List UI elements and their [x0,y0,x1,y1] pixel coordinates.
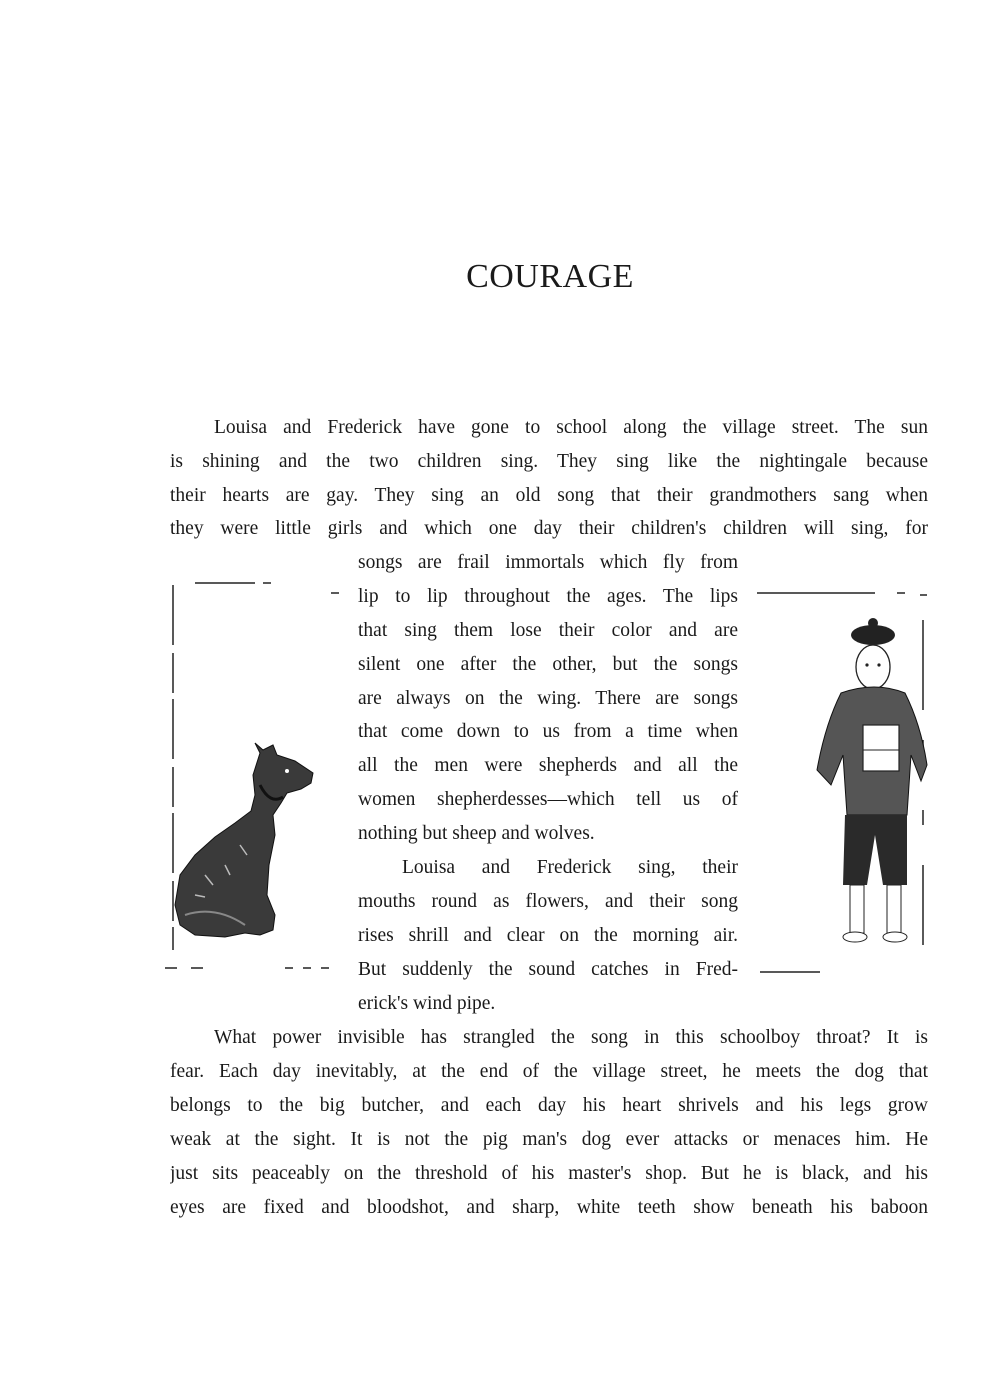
text-line: erick's wind pipe. [358,993,496,1014]
text-line: that come down to us from a time when [358,722,738,742]
text-line: Louisa and Frederick have gone to school along the village street. The sun [214,418,928,438]
text-line: are always on the wing. There are songs [358,689,738,709]
text-line: their hearts are gay. They sing an old song that their grandmothers sang when [170,486,928,506]
text-line: What power invisible has strangled the song in this schoolboy throat? It is [214,1028,928,1048]
text-line: But suddenly the sound catches in Fred- [358,960,738,980]
text-line: fear. Each day inevitably, at the end of the village street, he meets the dog that [170,1062,928,1082]
boy-figure [817,618,927,942]
text-line: silent one after the other, but the songs [358,655,738,675]
dog-figure [175,743,313,937]
text-line: weak at the sight. It is not the pig man's dog ever attacks or menaces him. He [170,1130,928,1150]
text-line: songs are frail immortals which fly from [358,553,738,573]
text-line: Louisa and Frederick sing, their [402,858,738,878]
text-line: all the men were shepherds and all the [358,756,738,776]
text-line: they were little girls and which one day their children's children will sing, for [170,519,928,539]
text-line: mouths round as flowers, and their song [358,892,738,912]
boy-illustration [755,585,935,985]
text-line: women shepherdesses—which tell us of [358,790,738,810]
dog-illustration [155,575,345,975]
text-line: is shining and the two children sing. They sing like the nightingale because [170,452,928,472]
text-line: that sing them lose their color and are [358,621,738,641]
text-line: nothing but sheep and wolves. [358,823,595,844]
text-line: eyes are fixed and bloodshot, and sharp, white teeth show beneath his baboon [170,1198,928,1218]
text-line: rises shrill and clear on the morning air. [358,926,738,946]
chapter-title: COURAGE [466,258,634,295]
text-line: just sits peaceably on the threshold of his master's shop. But he is black, and his [170,1164,928,1184]
text-line: belongs to the big butcher, and each day his heart shrivels and his legs grow [170,1096,928,1116]
text-line: lip to lip throughout the ages. The lips [358,587,738,607]
